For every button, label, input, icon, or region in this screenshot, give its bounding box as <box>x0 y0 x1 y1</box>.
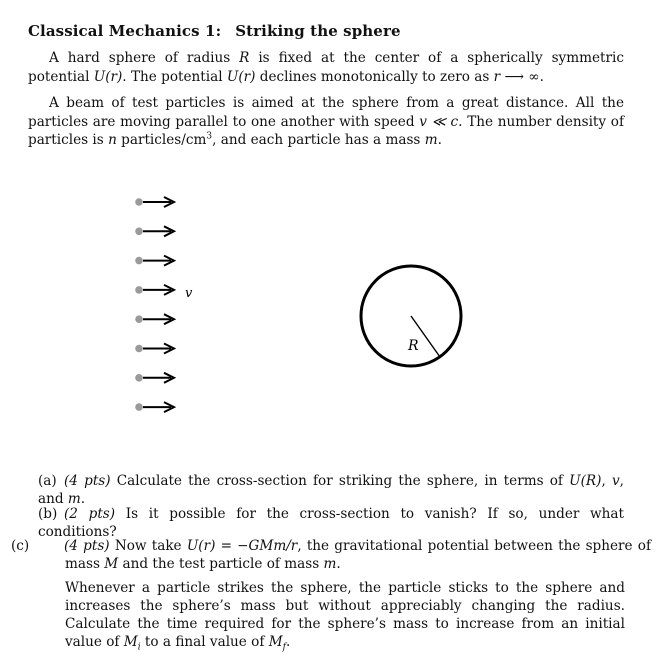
text-run: . <box>336 556 341 572</box>
particle-arrow <box>135 373 174 383</box>
question-points: (2 pts) <box>64 506 116 522</box>
text-run: . <box>437 132 442 148</box>
intro-paragraph-2 <box>28 94 624 150</box>
particle-arrow <box>135 197 174 207</box>
course-title: Classical Mechanics 1: <box>28 22 222 40</box>
text-run: , and <box>38 473 624 507</box>
particle-arrow <box>135 314 174 324</box>
unit-exponent: 3 <box>206 131 213 142</box>
math-potential: U(r) <box>226 68 256 85</box>
particle-arrow <box>135 285 174 295</box>
text-run: A hard sphere of radius <box>49 50 240 66</box>
particle-arrow <box>135 226 174 236</box>
question-label: (c) <box>11 538 30 554</box>
question-b <box>38 505 624 541</box>
math-speed: v <box>611 473 620 489</box>
math-density: n <box>108 132 117 148</box>
problem-topic: Striking the sphere <box>235 22 401 40</box>
text-run: , the gravitational potential between the sphere of mass <box>65 538 652 572</box>
particle-dot <box>135 403 143 411</box>
question-label: (a) <box>38 473 57 489</box>
math-mass: m <box>424 132 438 148</box>
beam-sphere-diagram <box>0 180 658 440</box>
subscript-final: f <box>282 642 286 653</box>
particle-dot <box>135 345 143 353</box>
text-run: to a final value of <box>140 634 269 650</box>
question-points: (4 pts) <box>64 538 110 554</box>
particle-dot <box>135 286 143 294</box>
intro-paragraph-1 <box>28 49 624 86</box>
text-run: particles/cm <box>116 132 207 148</box>
text-run: . The number density of particles is <box>28 113 624 148</box>
text-run: . <box>285 634 291 650</box>
text-run: Is it possible for the cross-section to vanish? If so, under what conditions? <box>38 506 624 540</box>
math-gravitational-potential: U(r) = −GMm/r <box>186 538 298 554</box>
math-radius: R <box>239 50 250 66</box>
math-mass: m <box>67 491 81 507</box>
math-mass: m <box>323 556 337 572</box>
text-run: and the test particle of mass <box>118 556 324 572</box>
text-run: Now take <box>114 538 187 554</box>
particle-arrow <box>135 402 174 412</box>
math-final-mass: M <box>268 634 283 650</box>
math-speed: v ≪ c <box>419 113 459 130</box>
text-run: . The potential <box>122 68 227 85</box>
math-sphere-mass: M <box>104 556 119 572</box>
text-run: , <box>601 473 612 489</box>
text-run: Calculate the cross-section for striking the sphere, in terms of <box>116 473 570 489</box>
problem-heading <box>28 22 401 40</box>
particle-arrows <box>135 197 174 412</box>
text-run: is fixed at the center of a spherically symmetric potential <box>28 50 624 85</box>
text-run: A beam of test particles is aimed at the sphere from a great distance. All the particles are moving parallel to one another with speed <box>28 95 624 130</box>
particle-arrow <box>135 256 174 266</box>
subscript-initial: i <box>137 642 141 653</box>
text-run: . <box>539 68 544 85</box>
question-a <box>38 472 624 508</box>
question-label: (b) <box>38 506 58 522</box>
particle-arrow <box>135 344 174 354</box>
particle-dot <box>135 315 143 323</box>
text-run: Whenever a particle strikes the sphere, the particle sticks to the sphere and increases the sphere’s mass but without appreciably changing the radius. Calculate the time required for the sphere’s mass to increase from an initial value of <box>65 580 625 650</box>
math-potential: U(r) <box>93 68 123 85</box>
question-c-continuation <box>65 579 625 657</box>
math-limit: r ⟶ ∞ <box>493 68 540 85</box>
particle-dot <box>135 198 143 206</box>
particle-dot <box>135 228 143 236</box>
particle-dot <box>135 257 143 265</box>
velocity-label: v <box>185 286 193 301</box>
particle-dot <box>135 374 143 382</box>
text-run: declines monotonically to zero as <box>255 68 494 85</box>
text-run: , and each particle has a mass <box>212 132 425 148</box>
math-initial-mass: M <box>123 634 138 650</box>
math-potential-at-R: U(R) <box>569 473 602 489</box>
radius-label: R <box>408 338 419 354</box>
question-points: (4 pts) <box>64 473 111 489</box>
question-c <box>11 537 652 573</box>
text-run: . <box>80 491 86 507</box>
